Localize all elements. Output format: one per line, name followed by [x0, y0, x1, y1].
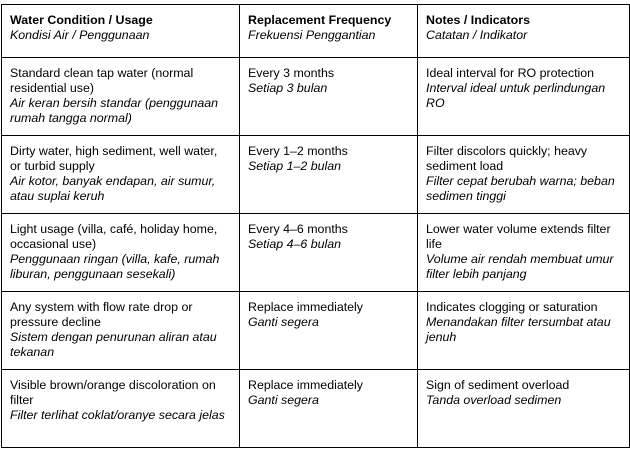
notes-id: Tanda overload sedimen — [426, 393, 562, 407]
frequency-id: Ganti segera — [248, 315, 319, 329]
table-row — [2, 214, 630, 292]
condition-en: Dirty water, high sediment, well water, or turbid supply — [10, 144, 218, 173]
notes-en: Lower water volume extends filter life — [426, 222, 611, 251]
frequency-en: Replace immediately — [248, 300, 364, 314]
header-notes-en: Notes / Indicators — [426, 13, 530, 27]
table-row — [2, 292, 630, 370]
notes-cell — [418, 370, 630, 448]
condition-en: Any system with flow rate drop or pressure decline — [10, 300, 193, 329]
table-row — [2, 58, 630, 136]
notes-cell — [418, 58, 630, 136]
notes-cell — [418, 214, 630, 292]
frequency-id: Setiap 3 bulan — [248, 81, 328, 95]
header-condition-id: Kondisi Air / Penggunaan — [10, 28, 150, 42]
frequency-cell — [240, 136, 418, 214]
condition-en: Standard clean tap water (normal residential use) — [10, 66, 194, 95]
notes-en: Filter discolors quickly; heavy sediment load — [426, 144, 588, 173]
notes-id: Interval ideal untuk perlindungan RO — [426, 81, 606, 110]
condition-en: Visible brown/orange discoloration on filter — [10, 378, 216, 407]
header-frequency — [240, 5, 418, 58]
notes-cell — [418, 292, 630, 370]
header-frequency-id: Frekuensi Penggantian — [248, 28, 376, 42]
condition-cell — [2, 214, 240, 292]
frequency-en: Every 3 months — [248, 66, 335, 80]
notes-id: Filter cepat berubah warna; beban sedimen tinggi — [426, 174, 615, 203]
condition-id: Air keran bersih standar (penggunaan rumah tangga normal) — [10, 96, 219, 125]
frequency-en: Every 1–2 months — [248, 144, 348, 158]
frequency-cell — [240, 214, 418, 292]
frequency-id: Setiap 4–6 bulan — [248, 237, 342, 251]
header-condition-en: Water Condition / Usage — [10, 13, 153, 27]
condition-cell — [2, 58, 240, 136]
table-row — [2, 370, 630, 448]
condition-id: Sistem dengan penurunan aliran atau tekanan — [10, 330, 217, 359]
header-notes — [418, 5, 630, 58]
notes-en: Sign of sediment overload — [426, 378, 570, 392]
condition-id: Penggunaan ringan (villa, kafe, rumah liburan, penggunaan sesekali) — [10, 252, 220, 281]
filter-replacement-table — [1, 4, 630, 448]
condition-id: Filter terlihat coklat/oranye secara jelas — [10, 408, 225, 422]
header-frequency-en: Replacement Frequency — [248, 13, 392, 27]
frequency-en: Replace immediately — [248, 378, 364, 392]
notes-en: Indicates clogging or saturation — [426, 300, 598, 314]
header-notes-id: Catatan / Indikator — [426, 28, 528, 42]
table-row — [2, 136, 630, 214]
frequency-cell — [240, 58, 418, 136]
notes-id: Volume air rendah membuat umur filter lebih panjang — [426, 252, 614, 281]
condition-cell — [2, 136, 240, 214]
header-condition — [2, 5, 240, 58]
notes-id: Menandakan filter tersumbat atau jenuh — [426, 315, 611, 344]
condition-id: Air kotor, banyak endapan, air sumur, atau suplai keruh — [10, 174, 216, 203]
table-header-row — [2, 5, 630, 58]
condition-cell — [2, 292, 240, 370]
frequency-id: Setiap 1–2 bulan — [248, 159, 342, 173]
frequency-cell — [240, 292, 418, 370]
notes-cell — [418, 136, 630, 214]
condition-cell — [2, 370, 240, 448]
condition-en: Light usage (villa, café, holiday home, occasional use) — [10, 222, 218, 251]
notes-en: Ideal interval for RO protection — [426, 66, 595, 80]
frequency-id: Ganti segera — [248, 393, 319, 407]
frequency-en: Every 4–6 months — [248, 222, 348, 236]
frequency-cell — [240, 370, 418, 448]
